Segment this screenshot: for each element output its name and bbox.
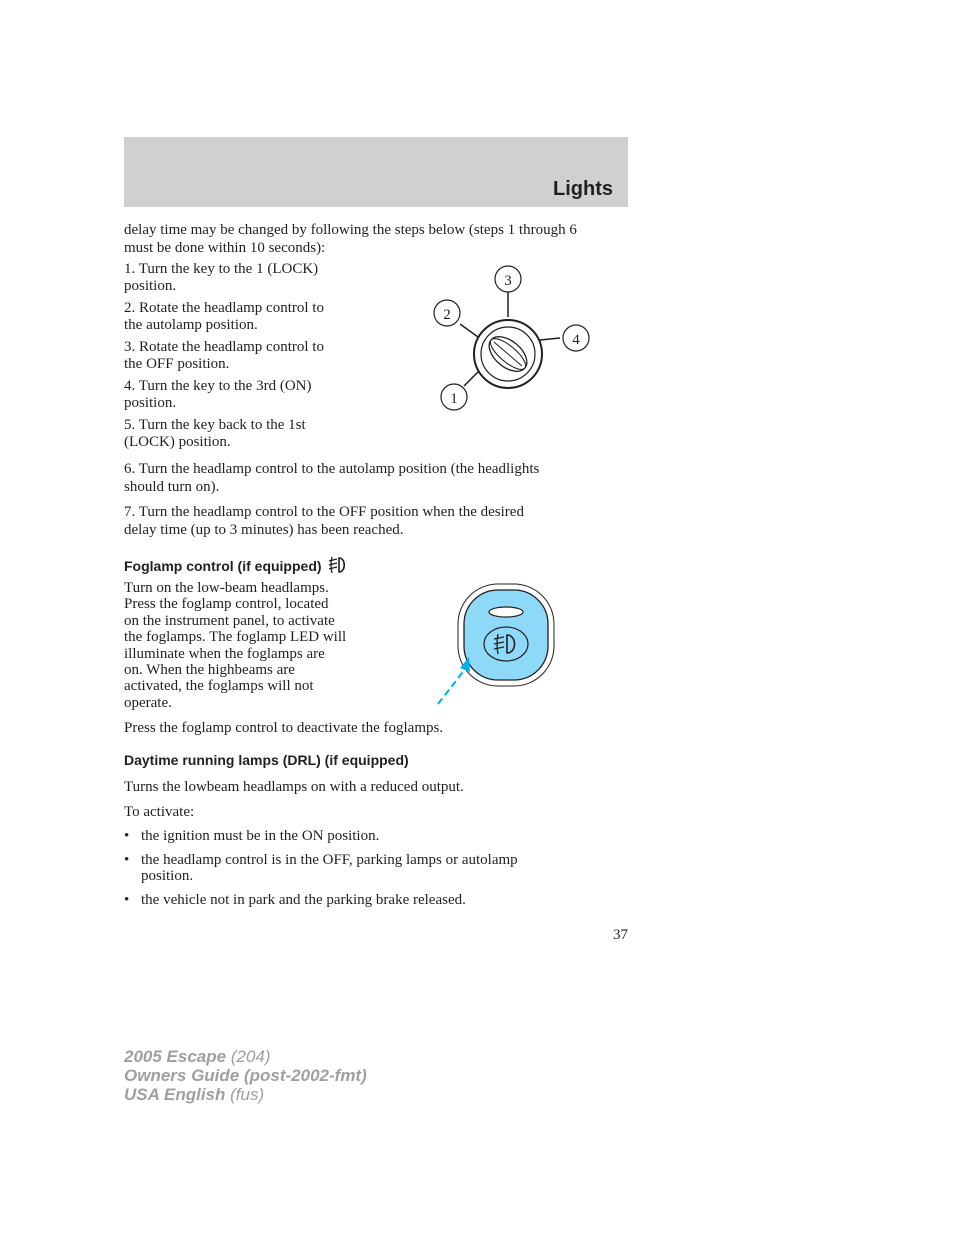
position-3-label: 3 — [504, 273, 512, 289]
foglamp-icon — [327, 555, 349, 575]
foglamp-body-line: activated, the foglamps will not — [124, 678, 314, 695]
step-5 — [124, 417, 306, 451]
footer-line-guide — [124, 1066, 367, 1085]
position-4-label: 4 — [572, 332, 580, 348]
drl-bullet-line: the vehicle not in park and the parking brake released. — [141, 892, 466, 908]
foglamp-body-line: operate. — [124, 694, 172, 711]
step-5-line-2: (LOCK) position. — [124, 434, 231, 450]
bullet-dot-icon: • — [124, 828, 130, 844]
foglamp-heading-text: Foglamp control (if equipped) — [124, 558, 322, 574]
footer-guide: Owners Guide (post-2002-fmt) — [124, 1066, 367, 1085]
foglamp-body-line: Press the foglamp control, located — [124, 596, 329, 613]
step-3-line-2: the OFF position. — [124, 356, 230, 372]
bullet-dot-icon: • — [124, 852, 130, 868]
ignition-cylinder-icon — [460, 292, 560, 388]
bullet-dot-icon: • — [124, 892, 130, 908]
intro-text: delay time may be changed by following the steps below (steps 1 through 6 must be done within 10 seconds): — [124, 222, 577, 256]
page-number: 37 — [613, 927, 628, 943]
step-1 — [124, 261, 318, 295]
ignition-key-figure — [428, 262, 598, 412]
step-7-line-1: 7. Turn the headlamp control to the OFF position when the desired — [124, 504, 524, 520]
foglamp-body-line: illuminate when the foglamps are — [124, 645, 325, 662]
step-2 — [124, 300, 324, 334]
footer-language: USA English — [124, 1085, 226, 1104]
position-2-label: 2 — [443, 307, 451, 323]
footer-line-language — [124, 1085, 367, 1104]
foglamp-body-line: the foglamps. The foglamp LED will — [124, 629, 347, 646]
position-1-label: 1 — [450, 391, 458, 407]
step-1-line-1: 1. Turn the key to the 1 (LOCK) — [124, 261, 319, 277]
footer-language-code: (fus) — [230, 1085, 265, 1104]
pointer-arrow-icon — [438, 657, 470, 704]
step-6-line-2: should turn on). — [124, 479, 220, 495]
step-6 — [124, 460, 539, 496]
footer-model: 2005 Escape — [124, 1047, 227, 1066]
step-4-line-1: 4. Turn the key to the 3rd (ON) — [124, 378, 312, 394]
drl-heading: Daytime running lamps (DRL) (if equipped) — [124, 752, 409, 768]
footer-model-code: (204) — [230, 1047, 271, 1066]
step-7-line-2: delay time (up to 3 minutes) has been reached. — [124, 522, 404, 538]
step-7 — [124, 503, 524, 539]
foglamp-control-figure — [430, 580, 560, 712]
drl-bullet-line: position. — [141, 868, 194, 884]
drl-bullet-line: the headlamp control is in the OFF, parking lamps or autolamp — [141, 852, 518, 868]
step-4 — [124, 378, 312, 412]
foglamp-body-line: Turn on the low-beam headlamps. — [124, 580, 329, 596]
section-title: Lights — [553, 178, 613, 200]
foglamp-body-line: on. When the highbeams are — [124, 662, 295, 679]
document-footer — [124, 1047, 367, 1104]
foglamp-body — [124, 580, 384, 711]
step-4-line-2: position. — [124, 395, 177, 411]
drl-description: Turns the lowbeam headlamps on with a reduced output. — [124, 779, 464, 795]
step-1-line-2: position. — [124, 278, 177, 294]
step-6-line-1: 6. Turn the headlamp control to the autolamp position (the headlights — [124, 461, 540, 477]
foglamp-deactivate-text: Press the foglamp control to deactivate the foglamps. — [124, 720, 444, 736]
footer-line-model — [124, 1047, 367, 1066]
foglamp-led-indicator — [489, 607, 523, 617]
step-2-line-2: the autolamp position. — [124, 317, 258, 333]
section-header-band — [124, 137, 628, 207]
step-3-line-1: 3. Rotate the headlamp control to — [124, 339, 324, 355]
foglamp-body-line: on the instrument panel, to activate — [124, 612, 335, 629]
step-5-line-1: 5. Turn the key back to the 1st — [124, 417, 306, 433]
step-3 — [124, 339, 324, 373]
drl-bullet-line: the ignition must be in the ON position. — [141, 828, 380, 844]
drl-activate-label: To activate: — [124, 804, 195, 820]
foglamp-heading — [124, 555, 349, 575]
step-2-line-1: 2. Rotate the headlamp control to — [124, 300, 324, 316]
